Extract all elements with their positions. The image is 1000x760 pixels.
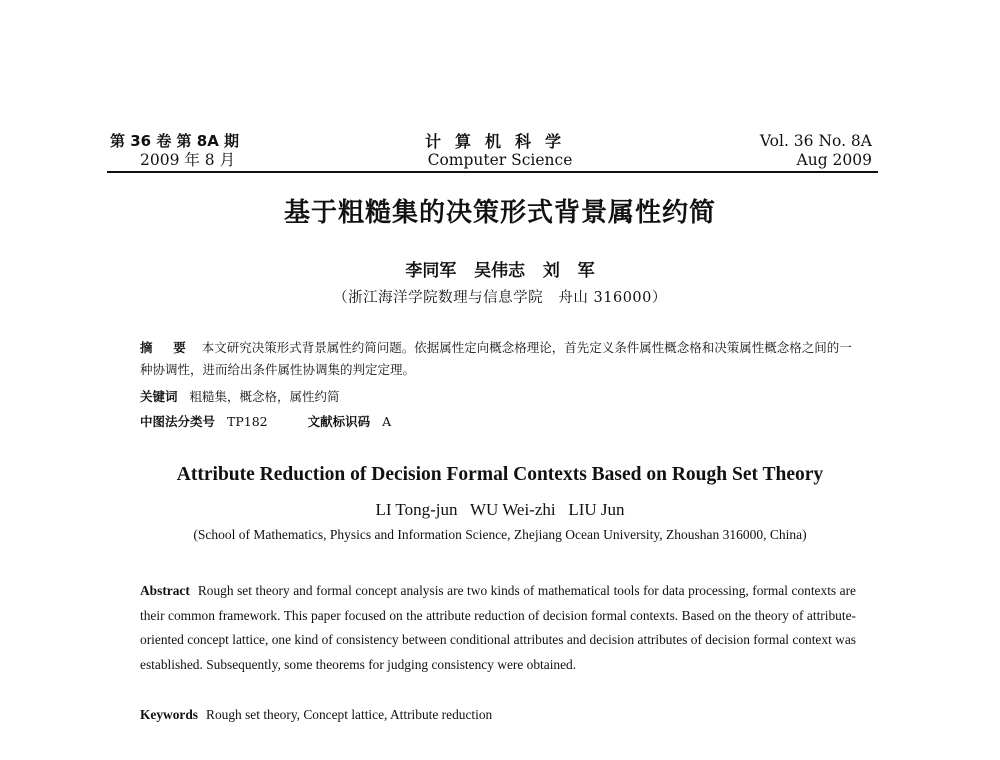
doc-code-label: 文献标识码 [307,414,371,429]
journal-title-en: Computer Science [427,151,573,169]
header-volume-block [660,132,872,170]
header-journal-block [350,132,650,170]
keywords-cn-text: 粗糙集，概念格，属性约简 [189,389,340,404]
keywords-cn [140,386,860,408]
abstract-cn-text: 本文研究决策形式背景属性约简问题。依据属性定向概念格理论，首先定义条件属性概念格和决策属性概念格之间的一种协调性，进而给出条件属性协调集的判定定理。 [140,340,852,377]
header-volume: Vol. 36 No. 8A [759,132,872,150]
abstract-cn-label: 摘 要 [140,340,190,355]
authors-en: LI Tong-jun WU Wei-zhi LIU Jun [375,500,625,519]
paper-title-cn: 基于粗糙集的决策形式背景属性约简 [283,198,716,228]
keywords-en-text: Rough set theory, Concept lattice, Attribute reduction [206,707,493,722]
abstract-en-text: Rough set theory and formal concept analysis are two kinds of mathematical tools for data processing, formal contexts are their common framework. This paper focused on the attribute reduction of decision formal contexts. Based on the theory of attribute-oriented concept lattice, one kind of consistency between conditional attributes and decision attributes of decision formal context was established. Subsequently, some theorems for judging consistency were obtained. [140,583,856,672]
classification-label: 中图法分类号 [140,414,216,429]
header-rule [107,171,878,173]
header-issue: 第 36 卷 第 8A 期 [110,132,240,150]
keywords-cn-label: 关键词 [140,389,178,404]
header-date-en: Aug 2009 [796,151,872,169]
keywords-en [140,704,856,726]
classification-line [140,411,860,433]
affiliation-en: (School of Mathematics, Physics and Information Science, Zhejiang Ocean University, Zhoushan 316000, China) [193,527,807,542]
doc-code-value: A [382,414,392,429]
abstract-cn [140,337,860,381]
keywords-en-label: Keywords [140,707,199,722]
affiliation-cn: （浙江海洋学院数理与信息学院 舟山 316000） [333,290,667,306]
abstract-en-label: Abstract [140,583,190,598]
authors-cn: 李同军 吴伟志 刘 军 [405,261,595,281]
header-issue-block [110,132,239,170]
paper-title-en: Attribute Reduction of Decision Formal Contexts Based on Rough Set Theory [176,464,824,485]
classification-value: TP182 [227,414,268,429]
cropped-body-text-edge [250,754,870,760]
journal-title-cn: 计算机科学 [424,132,575,151]
header-date-cn: 2009 年 8 月 [140,151,236,169]
abstract-en [140,579,856,677]
